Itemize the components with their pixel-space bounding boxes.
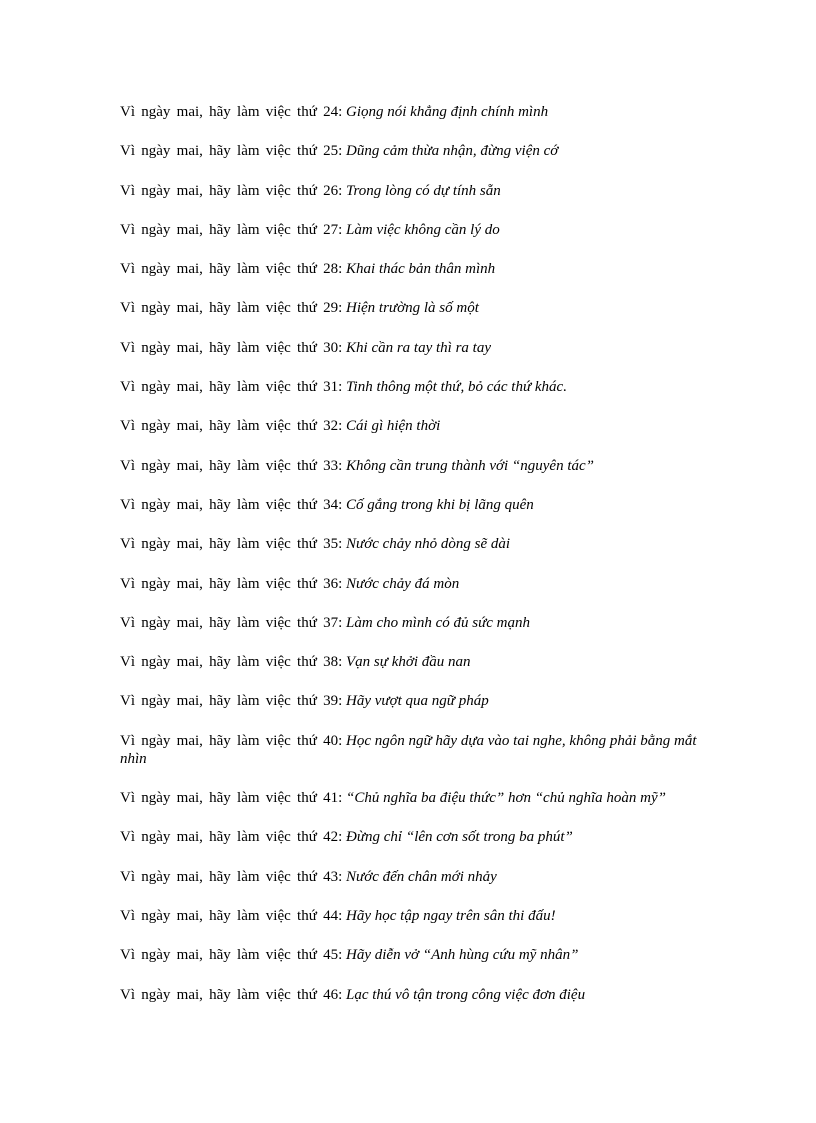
list-item: Vì ngày mai, hãy làm việc thứ 31: Tinh thông một thứ, bỏ các thứ khác. xyxy=(120,379,567,396)
list-item: Vì ngày mai, hãy làm việc thứ 35: Nước chảy nhỏ dòng sẽ dài xyxy=(120,536,511,553)
chapter-prefix: Vì ngày mai, hãy làm việc thứ 40 xyxy=(120,732,339,749)
chapter-prefix: Vì ngày mai, hãy làm việc thứ 30 xyxy=(120,339,339,356)
chapter-prefix: Vì ngày mai, hãy làm việc thứ 41 xyxy=(120,790,339,807)
chapter-title: Hãy vượt qua ngữ pháp xyxy=(346,693,489,710)
chapter-prefix: Vì ngày mai, hãy làm việc thứ 46 xyxy=(120,986,339,1003)
chapter-title: Hãy diễn vở “Anh hùng cứu mỹ nhân” xyxy=(346,947,579,964)
chapter-prefix: Vì ngày mai, hãy làm việc thứ 33 xyxy=(120,457,339,474)
list-item: Vì ngày mai, hãy làm việc thứ 43: Nước đến chân mới nhảy xyxy=(120,868,497,885)
chapter-title: Hiện trường là số một xyxy=(346,300,479,317)
chapter-prefix: Vì ngày mai, hãy làm việc thứ 37 xyxy=(120,614,339,631)
chapter-title: Khi cần ra tay thì ra tay xyxy=(346,339,492,356)
chapter-prefix: Vì ngày mai, hãy làm việc thứ 39 xyxy=(120,693,339,710)
chapter-title: Không cần trung thành với “nguyên tác” xyxy=(346,457,595,474)
list-item: Vì ngày mai, hãy làm việc thứ 29: Hiện trường là số một xyxy=(120,300,479,317)
list-item: Vì ngày mai, hãy làm việc thứ 32: Cái gì hiện thời xyxy=(120,418,441,435)
chapter-title: Học ngôn ngữ hãy dựa vào tai nghe, không phải bằng mắt nhìn xyxy=(120,732,697,767)
chapter-title: Trong lòng có dự tính sẵn xyxy=(346,182,501,199)
list-item: Vì ngày mai, hãy làm việc thứ 39: Hãy vượt qua ngữ pháp xyxy=(120,693,489,710)
chapter-title: Nước đến chân mới nhảy xyxy=(346,868,497,885)
list-item: Vì ngày mai, hãy làm việc thứ 34: Cố gắng trong khi bị lãng quên xyxy=(120,496,534,513)
list-item: Vì ngày mai, hãy làm việc thứ 25: Dũng cảm thừa nhận, đừng viện cớ xyxy=(120,143,559,160)
chapter-prefix: Vì ngày mai, hãy làm việc thứ 42 xyxy=(120,829,339,846)
chapter-prefix: Vì ngày mai, hãy làm việc thứ 36 xyxy=(120,575,339,592)
chapter-list xyxy=(120,103,700,1025)
chapter-prefix: Vì ngày mai, hãy làm việc thứ 38 xyxy=(120,654,339,671)
list-item: Vì ngày mai, hãy làm việc thứ 40: Học ngôn ngữ hãy dựa vào tai nghe, không phải bằng mắt nhìn xyxy=(120,732,697,767)
list-item: Vì ngày mai, hãy làm việc thứ 27: Làm việc không cần lý do xyxy=(120,221,500,238)
list-item: Vì ngày mai, hãy làm việc thứ 24: Giọng nói khẳng định chính mình xyxy=(120,104,549,120)
list-item: Vì ngày mai, hãy làm việc thứ 46: Lạc thú vô tận trong công việc đơn điệu xyxy=(120,986,586,1003)
chapter-title: Cái gì hiện thời xyxy=(346,418,441,435)
chapter-prefix: Vì ngày mai, hãy làm việc thứ 26 xyxy=(120,182,339,199)
chapter-title: Cố gắng trong khi bị lãng quên xyxy=(346,496,534,513)
list-item: Vì ngày mai, hãy làm việc thứ 38: Vạn sự khởi đầu nan xyxy=(120,654,471,671)
chapter-prefix: Vì ngày mai, hãy làm việc thứ 32 xyxy=(120,418,339,435)
list-item: Vì ngày mai, hãy làm việc thứ 45: Hãy diễn vở “Anh hùng cứu mỹ nhân” xyxy=(120,947,579,964)
list-item: Vì ngày mai, hãy làm việc thứ 41: “Chủ nghĩa ba điệu thức” hơn “chủ nghĩa hoàn mỹ” xyxy=(120,790,666,807)
chapter-title: Làm việc không cần lý do xyxy=(346,221,500,238)
list-item: Vì ngày mai, hãy làm việc thứ 33: Không cần trung thành với “nguyên tác” xyxy=(120,457,595,474)
chapter-title: Hãy học tập ngay trên sân thi đấu! xyxy=(346,907,556,924)
list-item: Vì ngày mai, hãy làm việc thứ 37: Làm cho mình có đủ sức mạnh xyxy=(120,614,531,631)
chapter-prefix: Vì ngày mai, hãy làm việc thứ 43 xyxy=(120,868,339,885)
chapter-prefix: Vì ngày mai, hãy làm việc thứ 45 xyxy=(120,947,339,964)
chapter-prefix: Vì ngày mai, hãy làm việc thứ 44 xyxy=(120,907,339,924)
chapter-prefix: Vì ngày mai, hãy làm việc thứ 34 xyxy=(120,496,339,513)
list-item: Vì ngày mai, hãy làm việc thứ 30: Khi cần ra tay thì ra tay xyxy=(120,339,492,356)
chapter-title: Làm cho mình có đủ sức mạnh xyxy=(346,614,531,631)
chapter-title: Tinh thông một thứ, bỏ các thứ khác. xyxy=(346,379,567,396)
chapter-prefix: Vì ngày mai, hãy làm việc thứ 35 xyxy=(120,536,339,553)
chapter-prefix: Vì ngày mai, hãy làm việc thứ 28 xyxy=(120,261,339,278)
chapter-title: Giọng nói khẳng định chính mình xyxy=(346,104,549,120)
chapter-title: Khai thác bản thân mình xyxy=(346,261,496,278)
chapter-title: “Chủ nghĩa ba điệu thức” hơn “chủ nghĩa hoàn mỹ” xyxy=(346,790,666,807)
list-item: Vì ngày mai, hãy làm việc thứ 44: Hãy học tập ngay trên sân thi đấu! xyxy=(120,907,556,924)
chapter-prefix: Vì ngày mai, hãy làm việc thứ 29 xyxy=(120,300,339,317)
list-item: Vì ngày mai, hãy làm việc thứ 42: Đừng chỉ “lên cơn sốt trong ba phút” xyxy=(120,829,573,846)
chapter-title: Nước chảy nhỏ dòng sẽ dài xyxy=(346,536,511,553)
chapter-title: Nước chảy đá mòn xyxy=(346,575,460,592)
chapter-prefix: Vì ngày mai, hãy làm việc thứ 25 xyxy=(120,143,339,160)
chapter-title: Vạn sự khởi đầu nan xyxy=(346,654,471,671)
chapter-prefix: Vì ngày mai, hãy làm việc thứ 24 xyxy=(120,104,339,120)
chapter-title: Dũng cảm thừa nhận, đừng viện cớ xyxy=(346,143,559,160)
chapter-title: Đừng chỉ “lên cơn sốt trong ba phút” xyxy=(346,829,573,846)
chapter-prefix: Vì ngày mai, hãy làm việc thứ 31 xyxy=(120,379,339,396)
list-item: Vì ngày mai, hãy làm việc thứ 36: Nước chảy đá mòn xyxy=(120,575,460,592)
chapter-title: Lạc thú vô tận trong công việc đơn điệu xyxy=(346,986,586,1003)
chapter-prefix: Vì ngày mai, hãy làm việc thứ 27 xyxy=(120,221,339,238)
list-item: Vì ngày mai, hãy làm việc thứ 26: Trong lòng có dự tính sẵn xyxy=(120,182,501,199)
list-item: Vì ngày mai, hãy làm việc thứ 28: Khai thác bản thân mình xyxy=(120,261,496,278)
